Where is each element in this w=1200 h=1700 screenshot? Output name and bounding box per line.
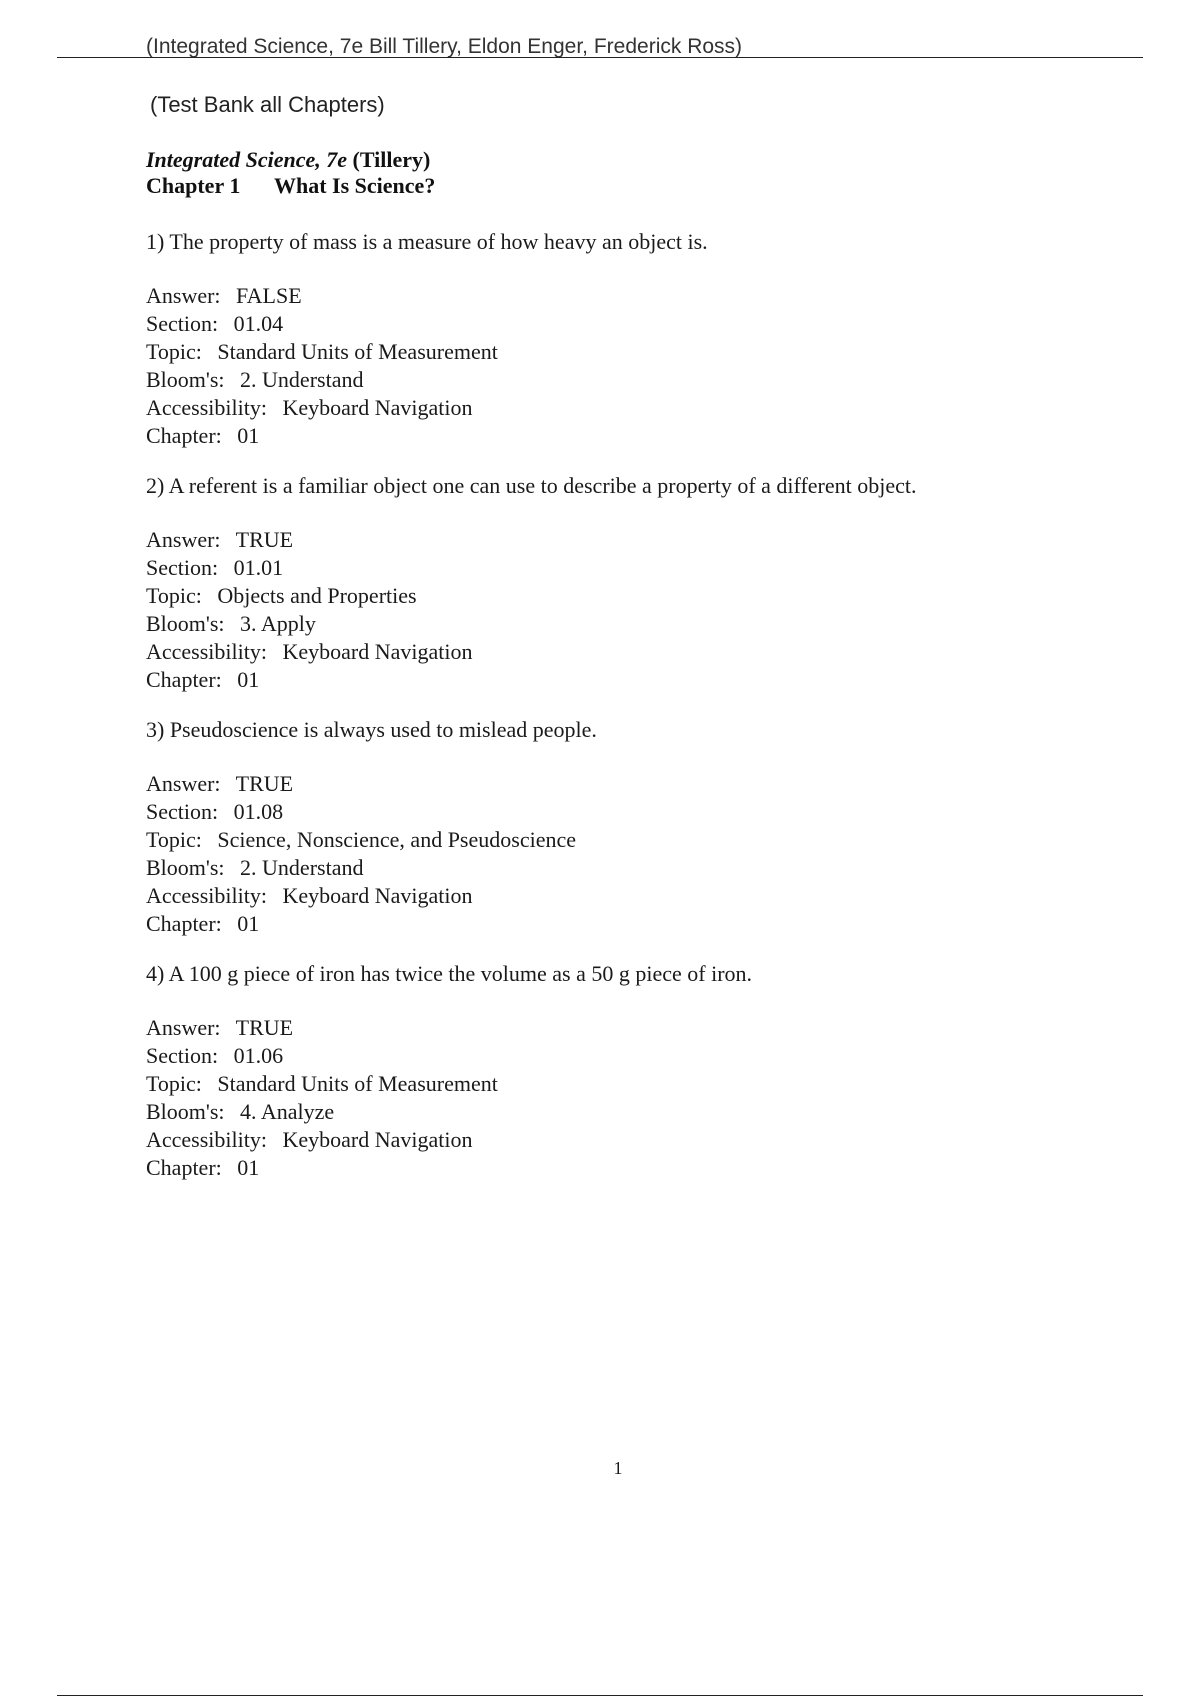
chapter-value: 01 — [237, 423, 260, 448]
blooms-row — [146, 1098, 1146, 1126]
topic-value: Science, Nonscience, and Pseudoscience — [217, 827, 576, 852]
accessibility-row — [146, 1126, 1146, 1154]
footer-divider — [57, 1695, 1143, 1696]
chapter-value: 01 — [237, 667, 260, 692]
topic-label: Topic: — [146, 339, 202, 364]
accessibility-row — [146, 882, 1146, 910]
blooms-label: Bloom's: — [146, 1099, 225, 1124]
answer-value: FALSE — [236, 283, 302, 308]
section-value: 01.08 — [233, 799, 284, 824]
blooms-value: 4. Analyze — [240, 1099, 335, 1124]
chapter-value: 01 — [237, 911, 260, 936]
topic-value: Standard Units of Measurement — [217, 1071, 498, 1096]
section-row — [146, 798, 1146, 826]
blooms-row — [146, 854, 1146, 882]
chapter-title: What Is Science? — [274, 173, 436, 198]
chapter-value: 01 — [237, 1155, 260, 1180]
answer-value: TRUE — [235, 1015, 294, 1040]
accessibility-label: Accessibility: — [146, 395, 267, 420]
answer-row — [146, 282, 1146, 310]
topic-label: Topic: — [146, 827, 202, 852]
section-value: 01.04 — [233, 311, 284, 336]
topic-value: Objects and Properties — [217, 583, 417, 608]
section-label: Section: — [146, 555, 219, 580]
accessibility-value: Keyboard Navigation — [282, 883, 473, 908]
question-text: 1) The property of mass is a measure of how heavy an object is. — [146, 229, 708, 254]
question-text: 3) Pseudoscience is always used to mislead people. — [146, 717, 597, 742]
chapter-row-label: Chapter: — [146, 1155, 222, 1180]
question-metadata — [146, 526, 1146, 694]
question-metadata — [146, 282, 1146, 450]
blooms-row — [146, 366, 1146, 394]
answer-row — [146, 1014, 1146, 1042]
topic-row — [146, 338, 1146, 366]
blooms-value: 3. Apply — [240, 611, 316, 636]
answer-row — [146, 526, 1146, 554]
topic-row — [146, 826, 1146, 854]
question-block — [146, 716, 1146, 938]
accessibility-value: Keyboard Navigation — [282, 639, 473, 664]
blooms-label: Bloom's: — [146, 367, 225, 392]
topic-label: Topic: — [146, 1071, 202, 1096]
section-value: 01.06 — [233, 1043, 284, 1068]
chapter-row — [146, 910, 1146, 938]
question-metadata — [146, 1014, 1146, 1182]
chapter-row-label: Chapter: — [146, 423, 222, 448]
accessibility-label: Accessibility: — [146, 1127, 267, 1152]
blooms-row — [146, 610, 1146, 638]
header-divider — [57, 57, 1143, 58]
chapter-row — [146, 422, 1146, 450]
question-block — [146, 960, 1146, 1182]
topic-row — [146, 1070, 1146, 1098]
topic-row — [146, 582, 1146, 610]
answer-label: Answer: — [146, 527, 221, 552]
section-value: 01.01 — [233, 555, 284, 580]
accessibility-row — [146, 638, 1146, 666]
section-row — [146, 554, 1146, 582]
accessibility-row — [146, 394, 1146, 422]
question-text: 4) A 100 g piece of iron has twice the volume as a 50 g piece of iron. — [146, 961, 753, 986]
chapter-row — [146, 1154, 1146, 1182]
chapter-row — [146, 666, 1146, 694]
running-header: (Integrated Science, 7e Bill Tillery, Eldon Enger, Frederick Ross) — [146, 35, 743, 58]
accessibility-value: Keyboard Navigation — [282, 395, 473, 420]
page-number: 1 — [613, 1458, 623, 1478]
section-label: Section: — [146, 799, 219, 824]
section-label: Section: — [146, 311, 219, 336]
answer-value: TRUE — [235, 771, 294, 796]
question-block — [146, 472, 1146, 694]
document-title-block — [146, 147, 435, 199]
answer-label: Answer: — [146, 771, 221, 796]
section-label: Section: — [146, 1043, 219, 1068]
book-title-line — [146, 147, 435, 173]
topic-value: Standard Units of Measurement — [217, 339, 498, 364]
question-metadata — [146, 770, 1146, 938]
chapter-row-label: Chapter: — [146, 667, 222, 692]
section-row — [146, 1042, 1146, 1070]
accessibility-label: Accessibility: — [146, 639, 267, 664]
blooms-value: 2. Understand — [240, 855, 364, 880]
book-title: Integrated Science, 7e — [146, 147, 348, 172]
document-subtitle: (Test Bank all Chapters) — [150, 92, 385, 117]
question-text: 2) A referent is a familiar object one can use to describe a property of a different object. — [146, 473, 917, 498]
accessibility-label: Accessibility: — [146, 883, 267, 908]
blooms-label: Bloom's: — [146, 611, 225, 636]
accessibility-value: Keyboard Navigation — [282, 1127, 473, 1152]
answer-label: Answer: — [146, 1015, 221, 1040]
question-list — [146, 228, 1146, 1204]
chapter-heading — [146, 173, 435, 199]
blooms-value: 2. Understand — [240, 367, 364, 392]
section-row — [146, 310, 1146, 338]
book-author: (Tillery) — [352, 147, 431, 172]
question-block — [146, 228, 1146, 450]
answer-value: TRUE — [235, 527, 294, 552]
topic-label: Topic: — [146, 583, 202, 608]
answer-label: Answer: — [146, 283, 221, 308]
chapter-row-label: Chapter: — [146, 911, 222, 936]
blooms-label: Bloom's: — [146, 855, 225, 880]
answer-row — [146, 770, 1146, 798]
chapter-label: Chapter 1 — [146, 173, 241, 198]
